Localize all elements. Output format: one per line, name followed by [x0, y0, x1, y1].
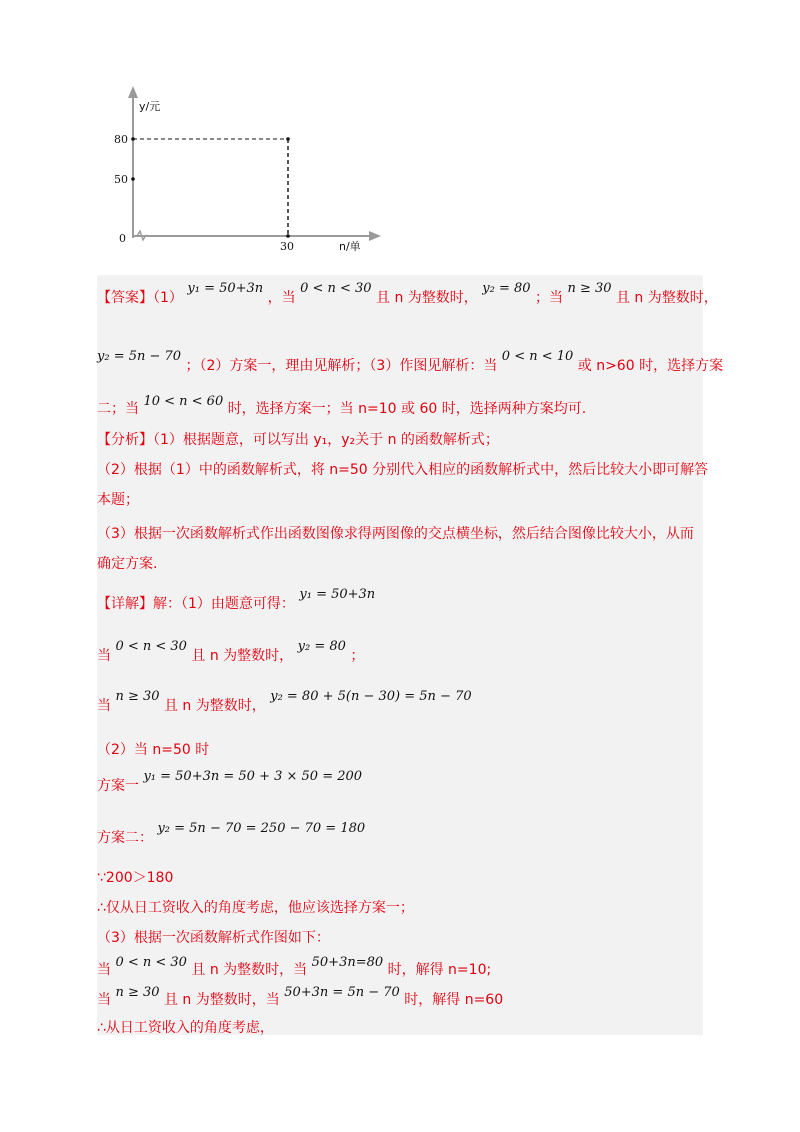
- tick-dot-30: [286, 234, 290, 238]
- formula-plan1: y₁ = 50+3n = 50 + 3 × 50 = 200: [143, 769, 363, 784]
- formula-y2: y₂ = 80: [297, 639, 346, 654]
- analysis-line-4: （3）根据一次函数解析式作出函数图像求得两图像的交点横坐标，然后结合图像比较大小，从而: [97, 526, 694, 542]
- analysis-line-3: 本题；: [97, 492, 139, 508]
- text: 且 n 为整数时，: [191, 648, 294, 664]
- formula-range: 0 < n < 10: [501, 349, 574, 364]
- formula-range: 0 < n < 30: [115, 955, 187, 970]
- text: n=10 或 60 时，选择两种方案均可.: [358, 401, 587, 417]
- y-axis-label: y/元: [139, 100, 161, 113]
- text: ，当: [267, 290, 296, 306]
- analysis-line-1: 【分析】（1）根据题意，可以写出 y₁，y₂关于 n 的函数解析式；: [97, 432, 499, 448]
- function-graph: [95, 80, 395, 260]
- detail-line-4: （2）当 n=50 时: [97, 742, 210, 758]
- text: 时，选择方案一；当: [227, 401, 354, 417]
- text: 且 n 为整数时，: [615, 290, 718, 306]
- formula-y2-piecewise: y₂ = 80 + 5(n − 30) = 5n − 70: [270, 689, 472, 704]
- detail-line-8: ∴仅从日工资收入的角度考虑，他应该选择方案一；: [97, 900, 414, 916]
- text: n>60 时，选择方案: [596, 358, 724, 374]
- text: 方案一: [97, 778, 139, 794]
- answer-heading: 【答案】（1）: [97, 290, 183, 306]
- detail-line-7: ∵200＞180: [97, 870, 174, 886]
- answer-line-2: [97, 349, 724, 375]
- text: 当: [97, 648, 111, 664]
- tick-dot-80: [131, 137, 135, 141]
- formula-range: 0 < n < 30: [300, 281, 372, 296]
- y-axis-arrow: [128, 86, 138, 98]
- formula-y2: y₂ = 5n − 70: [97, 349, 182, 364]
- text: 【详解】解：（1）由题意可得：: [97, 596, 295, 612]
- detail-line-9: （3）根据一次函数解析式作图如下：: [97, 930, 330, 946]
- formula-plan2: y₂ = 5n − 70 = 250 − 70 = 180: [157, 821, 366, 836]
- y-tick-label-0: 0: [119, 232, 126, 245]
- text: 二；当: [97, 401, 139, 417]
- formula-y1: y₁ = 50+3n: [187, 281, 264, 296]
- detail-line-3: [97, 689, 472, 715]
- answer-line-1: [97, 281, 718, 307]
- x-tick-label-30: 30: [280, 240, 294, 253]
- formula-range: n ≥ 30: [115, 985, 160, 1000]
- text: 当: [97, 992, 111, 1008]
- formula-range: 0 < n < 30: [115, 639, 187, 654]
- text: ；（2）方案一，理由见解析；（3）作图见解析：当: [185, 358, 498, 374]
- detail-line-2: [97, 639, 365, 665]
- text: 当: [97, 698, 111, 714]
- y-tick-label-50: 50: [114, 173, 128, 186]
- answer-line-3: [97, 394, 587, 418]
- answer-analysis-block: [97, 275, 724, 1036]
- formula-range: 10 < n < 60: [143, 394, 224, 409]
- detail-line-1: [97, 587, 376, 613]
- text: 方案二：: [97, 830, 153, 846]
- y-tick-label-80: 80: [114, 133, 128, 146]
- text: 时，解得 n=60: [404, 992, 504, 1008]
- text: 且 n 为整数时，: [163, 698, 266, 714]
- formula-range: n ≥ 30: [567, 281, 612, 296]
- text: 时，解得 n=10;: [387, 962, 492, 978]
- text: ；: [350, 648, 365, 664]
- text: 且 n 为整数时，: [376, 290, 478, 306]
- text: 或: [577, 358, 592, 374]
- formula-equation: 50+3n = 5n − 70: [284, 985, 400, 1000]
- x-axis-label: n/单: [339, 240, 361, 253]
- formula-y1: y₁ = 50+3n: [299, 587, 376, 602]
- text: 且 n 为整数时，当: [191, 962, 308, 978]
- detail-line-12: ∴从日工资收入的角度考虑，: [97, 1020, 274, 1036]
- point-30-80: [286, 137, 290, 141]
- analysis-line-5: 确定方案.: [97, 556, 158, 572]
- text: ；当: [534, 290, 563, 306]
- detail-line-6: [97, 821, 366, 847]
- detail-line-11: [97, 985, 504, 1009]
- formula-equation: 50+3n=80: [311, 955, 384, 970]
- tick-dot-50: [131, 177, 135, 181]
- text: 且 n 为整数时，当: [163, 992, 280, 1008]
- x-axis-arrow: [369, 231, 381, 241]
- detail-line-5: [97, 769, 363, 795]
- formula-y2: y₂ = 80: [482, 281, 531, 296]
- text: 当: [97, 962, 111, 978]
- detail-line-10: [97, 955, 492, 979]
- analysis-line-2: （2）根据（1）中的函数解析式，将 n=50 分别代入相应的函数解析式中，然后比较大小即可解答: [97, 462, 709, 478]
- formula-range: n ≥ 30: [115, 689, 160, 704]
